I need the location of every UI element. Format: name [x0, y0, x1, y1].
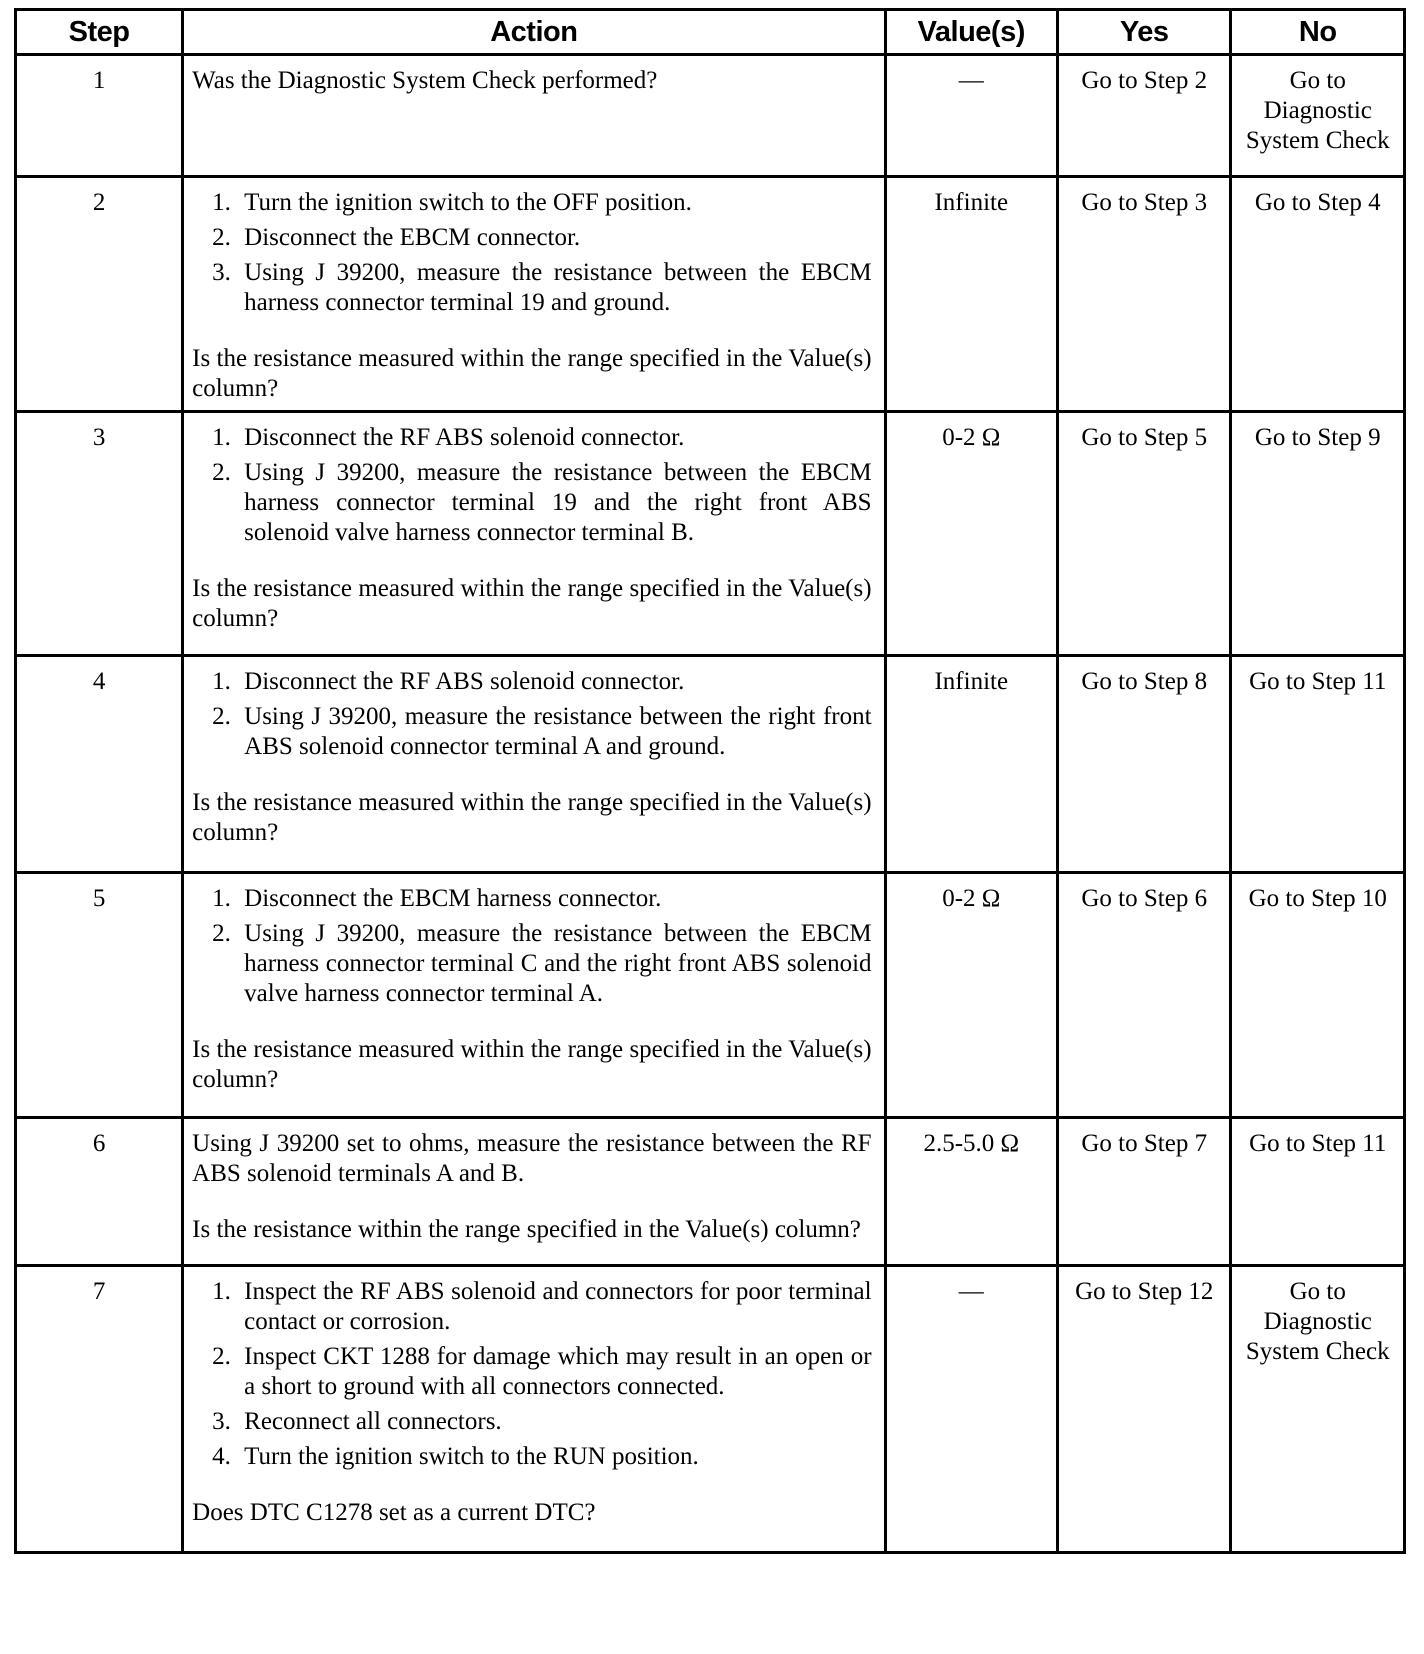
step-number: 4 — [16, 656, 183, 873]
instruction-item: 1. Inspect the RF ABS solenoid and connectors for poor terminal contact or corrosion. — [212, 1278, 872, 1335]
value-cell: 2.5-5.0 Ω — [885, 1118, 1057, 1266]
value-cell: — — [885, 55, 1057, 177]
table-body — [16, 55, 1405, 1553]
instruction-item: 2. Inspect CKT 1288 for damage which may result in an open or a short to ground with all connectors connected. — [212, 1343, 872, 1400]
table-row — [16, 177, 1405, 412]
action-cell — [183, 1118, 885, 1266]
step-number: 5 — [16, 873, 183, 1118]
action-cell — [183, 55, 885, 177]
instruction-list — [212, 1277, 871, 1472]
no-cell: Go to Step 11 — [1231, 656, 1405, 873]
instruction-text: Disconnect the EBCM harness connector. — [244, 885, 662, 912]
instruction-item: 2. Using J 39200, measure the resistance between the EBCM harness connector terminal C and the right front ABS solenoid valve harness connector terminal A. — [212, 920, 872, 1007]
header-row — [16, 10, 1405, 55]
question-text: Is the resistance within the range specified in the Value(s) column? — [192, 1216, 861, 1243]
yes-cell: Go to Step 12 — [1057, 1266, 1230, 1553]
question-text: Is the resistance measured within the range specified in the Value(s) column? — [192, 789, 872, 846]
no-cell: Go to Diagnostic System Check — [1231, 55, 1405, 177]
instruction-text: Using J 39200, measure the resistance between the EBCM harness connector terminal C and the right front ABS solenoid valve harness connector terminal A. — [244, 920, 872, 1007]
step-number: 6 — [16, 1118, 183, 1266]
instruction-item: 3. Reconnect all connectors. — [212, 1407, 871, 1437]
instruction-list — [212, 667, 871, 762]
question-text: Does DTC C1278 set as a current DTC? — [192, 1499, 596, 1526]
yes-cell: Go to Step 7 — [1057, 1118, 1230, 1266]
header-yes: Yes — [1057, 10, 1230, 55]
instruction-item: 1. Turn the ignition switch to the OFF position. — [212, 188, 871, 218]
table-row — [16, 1266, 1405, 1553]
instruction-text: Using J 39200, measure the resistance between the EBCM harness connector terminal 19 and ground. — [244, 259, 872, 316]
yes-cell: Go to Step 2 — [1057, 55, 1230, 177]
table-row — [16, 55, 1405, 177]
no-cell: Go to Diagnostic System Check — [1231, 1266, 1405, 1553]
instruction-text: Turn the ignition switch to the OFF position. — [244, 189, 692, 216]
instruction-item: 1. Disconnect the RF ABS solenoid connector. — [212, 667, 871, 697]
header-no: No — [1231, 10, 1405, 55]
instruction-list — [212, 188, 871, 318]
action-cell — [183, 873, 885, 1118]
no-cell: Go to Step 9 — [1231, 412, 1405, 656]
instruction-text: Reconnect all connectors. — [244, 1408, 502, 1435]
table-row — [16, 873, 1405, 1118]
instruction-list — [212, 423, 871, 548]
action-cell — [183, 656, 885, 873]
table-row — [16, 656, 1405, 873]
instruction-item: 4. Turn the ignition switch to the RUN position. — [212, 1442, 871, 1472]
header-values: Value(s) — [885, 10, 1057, 55]
yes-cell: Go to Step 5 — [1057, 412, 1230, 656]
action-text: Using J 39200 set to ohms, measure the resistance between the RF ABS solenoid terminals A and B. — [192, 1130, 872, 1187]
question-text: Is the resistance measured within the range specified in the Value(s) column? — [192, 575, 872, 632]
instruction-text: Inspect the RF ABS solenoid and connectors for poor terminal contact or corrosion. — [244, 1278, 872, 1335]
instruction-item: 1. Disconnect the EBCM harness connector. — [212, 884, 871, 914]
value-cell: 0-2 Ω — [885, 412, 1057, 656]
no-cell: Go to Step 11 — [1231, 1118, 1405, 1266]
no-cell: Go to Step 10 — [1231, 873, 1405, 1118]
step-number: 7 — [16, 1266, 183, 1553]
table-row — [16, 412, 1405, 656]
question-text: Was the Diagnostic System Check performed? — [192, 67, 658, 94]
step-number: 2 — [16, 177, 183, 412]
instruction-list — [212, 884, 871, 1009]
action-cell — [183, 412, 885, 656]
step-number: 1 — [16, 55, 183, 177]
header-step: Step — [16, 10, 183, 55]
value-cell: — — [885, 1266, 1057, 1553]
instruction-text: Inspect CKT 1288 for damage which may result in an open or a short to ground with all connectors connected. — [244, 1343, 872, 1400]
step-number: 3 — [16, 412, 183, 656]
table-row — [16, 1118, 1405, 1266]
diagnostic-table — [14, 8, 1406, 1554]
no-cell: Go to Step 4 — [1231, 177, 1405, 412]
instruction-text: Disconnect the RF ABS solenoid connector. — [244, 424, 685, 451]
instruction-item: 3. Using J 39200, measure the resistance between the EBCM harness connector terminal 19 and ground. — [212, 259, 872, 316]
instruction-item: 1. Disconnect the RF ABS solenoid connector. — [212, 423, 871, 453]
instruction-item: 2. Disconnect the EBCM connector. — [212, 223, 871, 253]
instruction-text: Using J 39200, measure the resistance between the EBCM harness connector terminal 19 and the right front ABS solenoid valve harness connector terminal B. — [244, 459, 872, 546]
question-text: Is the resistance measured within the range specified in the Value(s) column? — [192, 1036, 872, 1093]
question-text: Is the resistance measured within the range specified in the Value(s) column? — [192, 345, 872, 402]
action-cell — [183, 1266, 885, 1553]
instruction-text: Using J 39200, measure the resistance between the right front ABS solenoid connector terminal A and ground. — [244, 703, 872, 760]
instruction-text: Turn the ignition switch to the RUN position. — [244, 1443, 699, 1470]
yes-cell: Go to Step 3 — [1057, 177, 1230, 412]
yes-cell: Go to Step 8 — [1057, 656, 1230, 873]
value-cell: Infinite — [885, 177, 1057, 412]
action-cell — [183, 177, 885, 412]
instruction-item: 2. Using J 39200, measure the resistance between the right front ABS solenoid connector terminal A and ground. — [212, 703, 872, 760]
yes-cell: Go to Step 6 — [1057, 873, 1230, 1118]
value-cell: Infinite — [885, 656, 1057, 873]
value-cell: 0-2 Ω — [885, 873, 1057, 1118]
instruction-item: 2. Using J 39200, measure the resistance between the EBCM harness connector terminal 19 and the right front ABS solenoid valve harness connector terminal B. — [212, 459, 872, 546]
instruction-text: Disconnect the EBCM connector. — [244, 224, 581, 251]
instruction-text: Disconnect the RF ABS solenoid connector. — [244, 668, 685, 695]
header-action: Action — [183, 10, 885, 55]
